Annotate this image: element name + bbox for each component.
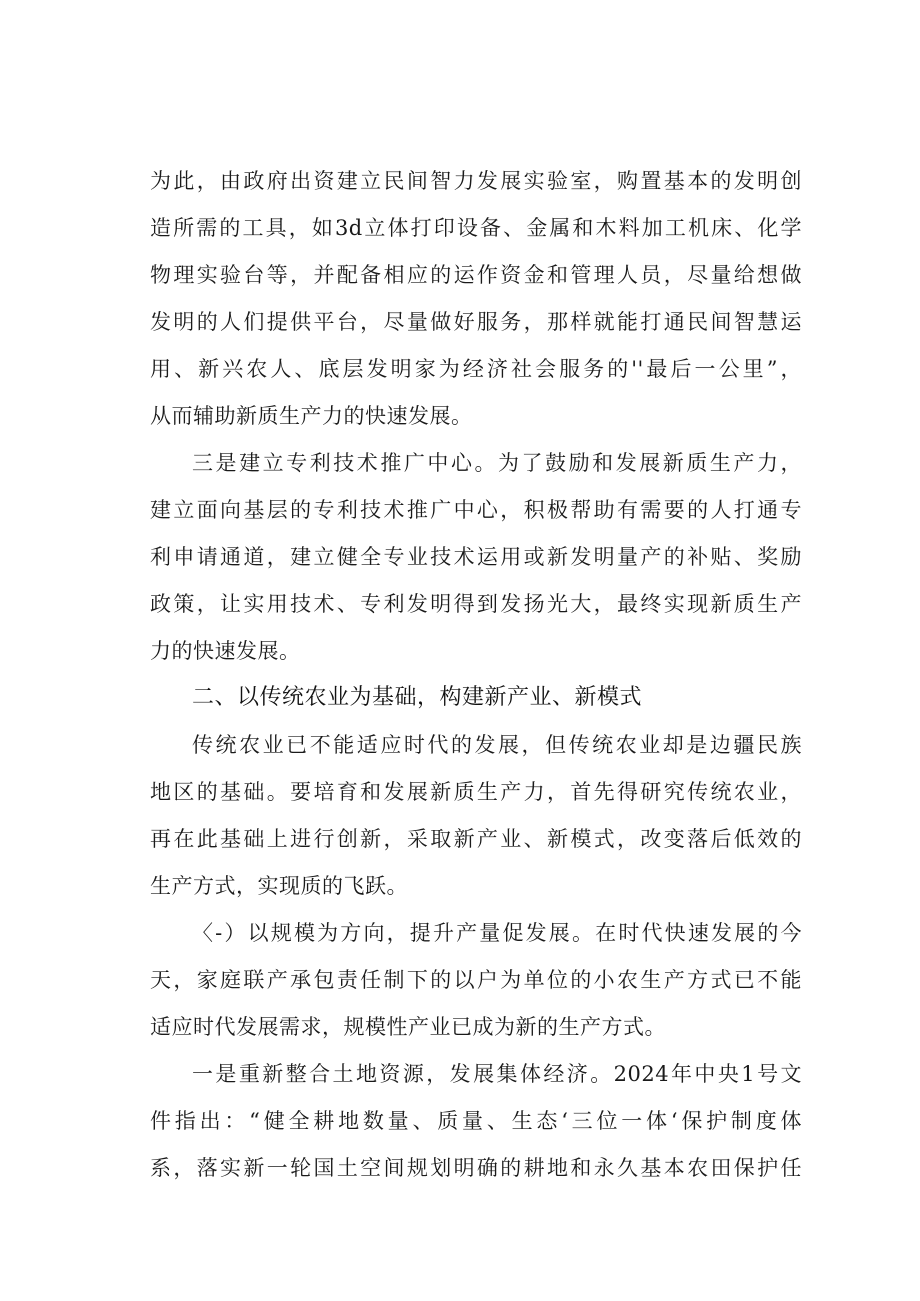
paragraph-1-line-5: 用、新兴农人、底层发明家为经济社会服务的''最后一公里”，	[150, 357, 802, 381]
paragraph-3-line-2: 地区的基础。要培育和发展新质生产力，首先得研究传统农业，	[150, 780, 802, 804]
paragraph-3-line-3: 再在此基础上进行创新，采取新产业、新模式，改变落后低效的	[150, 827, 802, 851]
paragraph-5-line-1: 一是重新整合土地资源，发展集体经济。2024年中央1号文	[192, 1062, 802, 1086]
paragraph-5-line-2: 件指出：“健全耕地数量、质量、生态‘三位一体‘保护制度体	[150, 1109, 802, 1133]
paragraph-3-line-4: 生产方式，实现质的飞跃。	[150, 874, 408, 898]
paragraph-1-line-2: 造所需的工具，如3d立体打印设备、金属和木料加工机床、化学	[150, 216, 802, 240]
paragraph-2-line-3: 利申请通道，建立健全专业技术运用或新发明量产的补贴、奖励	[150, 545, 802, 569]
paragraph-1-line-4: 发明的人们提供平台，尽量做好服务，那样就能打通民间智慧运	[150, 310, 802, 334]
paragraph-2-line-5: 力的快速发展。	[150, 639, 301, 663]
paragraph-3-line-1: 传统农业已不能适应时代的发展，但传统农业却是边疆民族	[192, 733, 802, 757]
paragraph-2-line-2: 建立面向基层的专利技术推广中心，积极帮助有需要的人打通专	[150, 498, 802, 522]
paragraph-5-line-3: 系，落实新一轮国土空间规划明确的耕地和永久基本农田保护任	[150, 1156, 802, 1180]
paragraph-2-line-1: 三是建立专利技术推广中心。为了鼓励和发展新质生产力，	[192, 451, 802, 475]
paragraph-1-line-3: 物理实验台等，并配备相应的运作资金和管理人员，尽量给想做	[150, 263, 802, 287]
paragraph-4-line-2: 天，家庭联产承包责任制下的以户为单位的小农生产方式已不能	[150, 968, 802, 992]
section-heading: 二、以传统农业为基础，构建新产业、新模式	[192, 685, 643, 710]
paragraph-1-line-6: 从而辅助新质生产力的快速发展。	[150, 404, 473, 428]
paragraph-2-line-4: 政策，让实用技术、专利发明得到发扬光大，最终实现新质生产	[150, 592, 802, 616]
paragraph-4-line-1: 〈-）以规模为方向，提升产量促发展。在时代快速发展的今	[192, 921, 802, 945]
paragraph-1-line-1: 为此，由政府出资建立民间智力发展实验室，购置基本的发明创	[150, 169, 802, 193]
paragraph-4-line-3: 适应时代发展需求，规模性产业已成为新的生产方式。	[150, 1015, 666, 1039]
